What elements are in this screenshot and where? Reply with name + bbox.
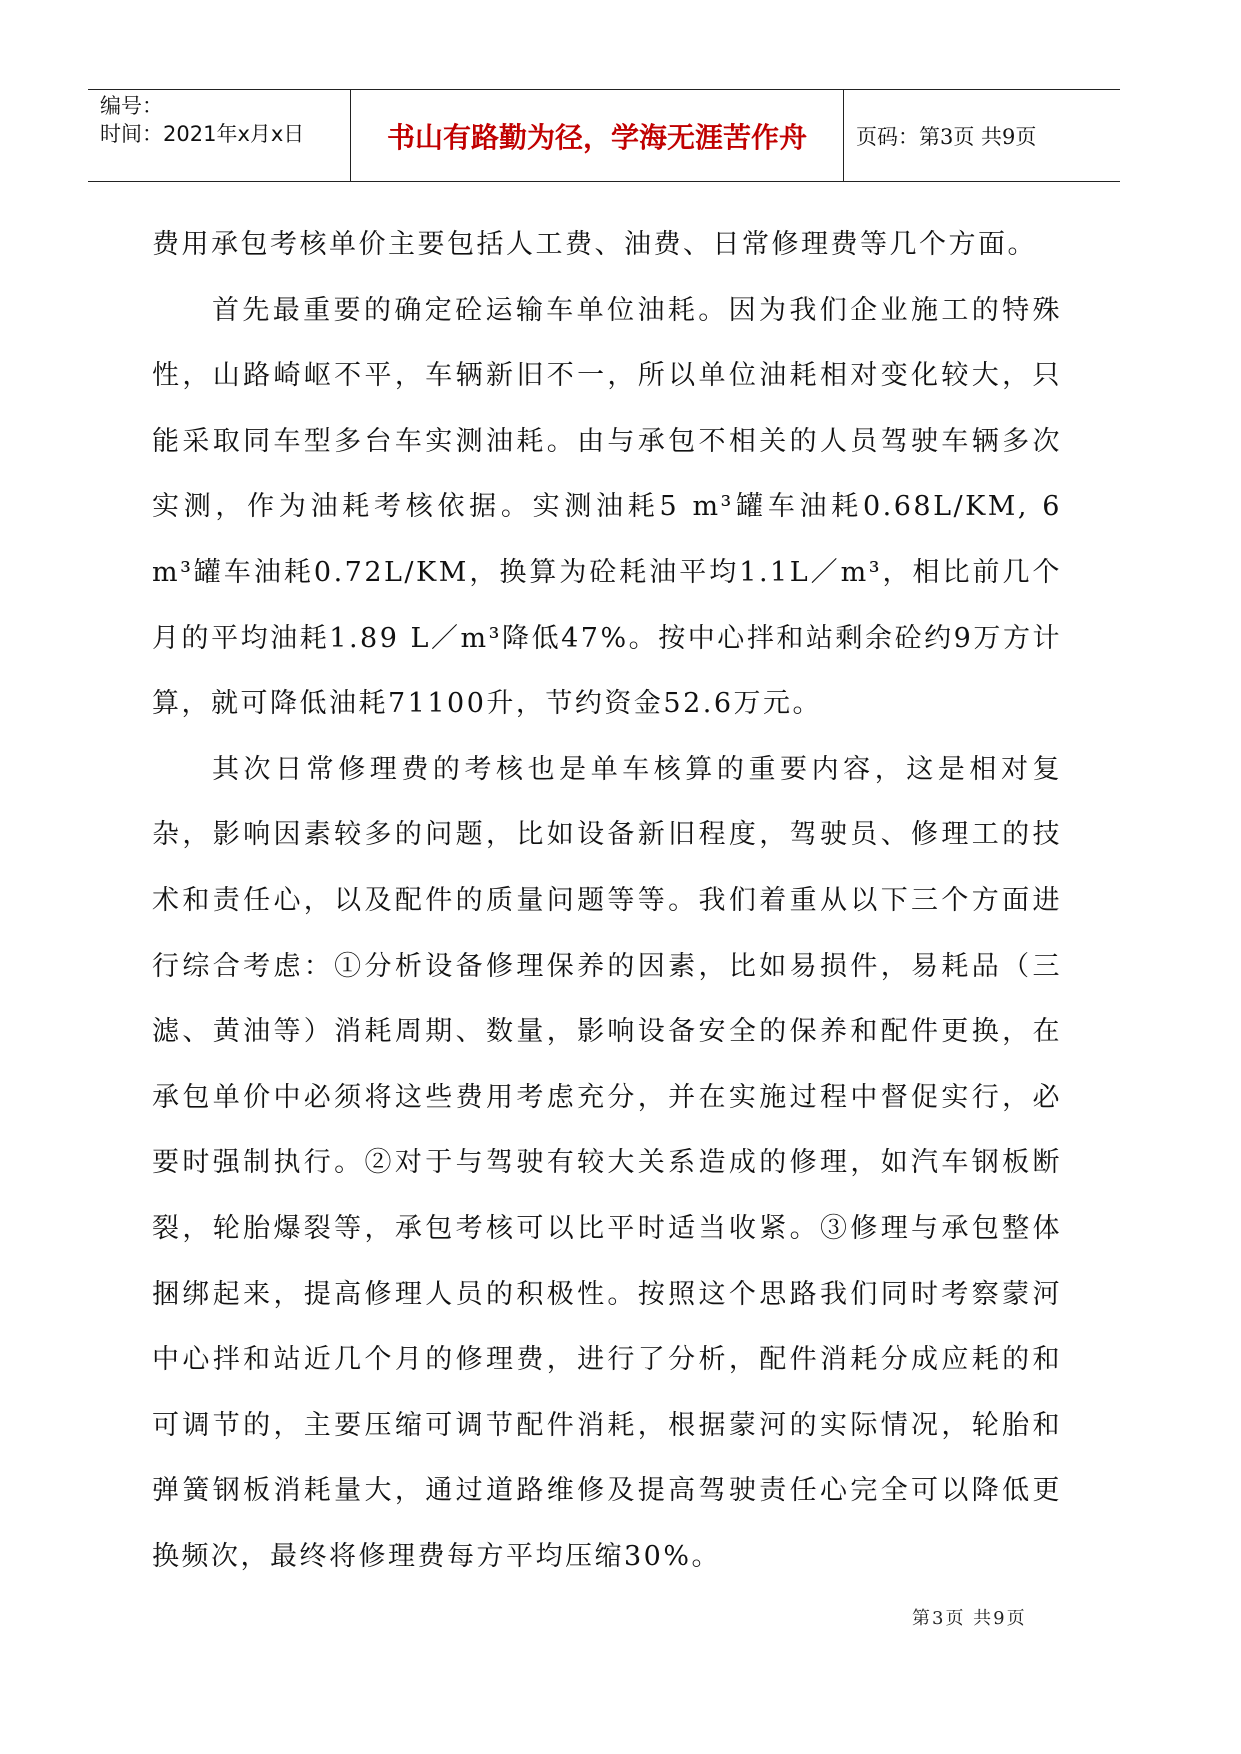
document-time: 时间：2021年x月x日 [100,122,305,146]
paragraph-2: 首先最重要的确定砼运输车单位油耗。因为我们企业施工的特殊性，山路崎岖不平，车辆新旧不一，所以单位油耗相对变化较大，只能采取同车型多台车实测油耗。由与承包不相关的人员驾驶车辆多次实测，作为油耗考核依据。实测油耗5 m³罐车油耗0.68L/KM, 6 m³罐车油耗0.72L/KM，换算为砼耗油平均1.1L／m³，相比前几个月的平均油耗1.89 L／m³降低47%。按中心拌和站剩余砼约9万方计算，就可降低油耗71100升，节约资金52.6万元。 [152,294,1062,720]
document-body [152,212,1062,1589]
header-page-info: 页码：第3页 共9页 [856,124,1037,149]
page-header [88,89,1120,182]
page-footer: 第3页 共9页 [912,1608,1027,1629]
header-motto: 书山有路勤为径，学海无涯苦作舟 [350,90,844,181]
paragraph-3: 其次日常修理费的考核也是单车核算的重要内容，这是相对复杂，影响因素较多的问题，比如设备新旧程度，驾驶员、修理工的技术和责任心，以及配件的质量问题等等。我们着重从以下三个方面进行综合考虑：①分析设备修理保养的因素，比如易损件，易耗品（三滤、黄油等）消耗周期、数量，影响设备安全的保养和配件更换，在承包单价中必须将这些费用考虑充分，并在实施过程中督促实行，必要时强制执行。②对于与驾驶有较大关系造成的修理，如汽车钢板断裂，轮胎爆裂等，承包考核可以比平时适当收紧。③修理与承包整体捆绑起来，提高修理人员的积极性。按照这个思路我们同时考察蒙河中心拌和站近几个月的修理费，进行了分析，配件消耗分成应耗的和可调节的，主要压缩可调节配件消耗，根据蒙河的实际情况，轮胎和弹簧钢板消耗量大，通过道路维修及提高驾驶责任心完全可以降低更换频次，最终将修理费每方平均压缩30%。 [152,753,1062,1572]
paragraph-1: 费用承包考核单价主要包括人工费、油费、日常修理费等几个方面。 [152,229,1037,260]
document-number-label: 编号： [100,94,163,118]
